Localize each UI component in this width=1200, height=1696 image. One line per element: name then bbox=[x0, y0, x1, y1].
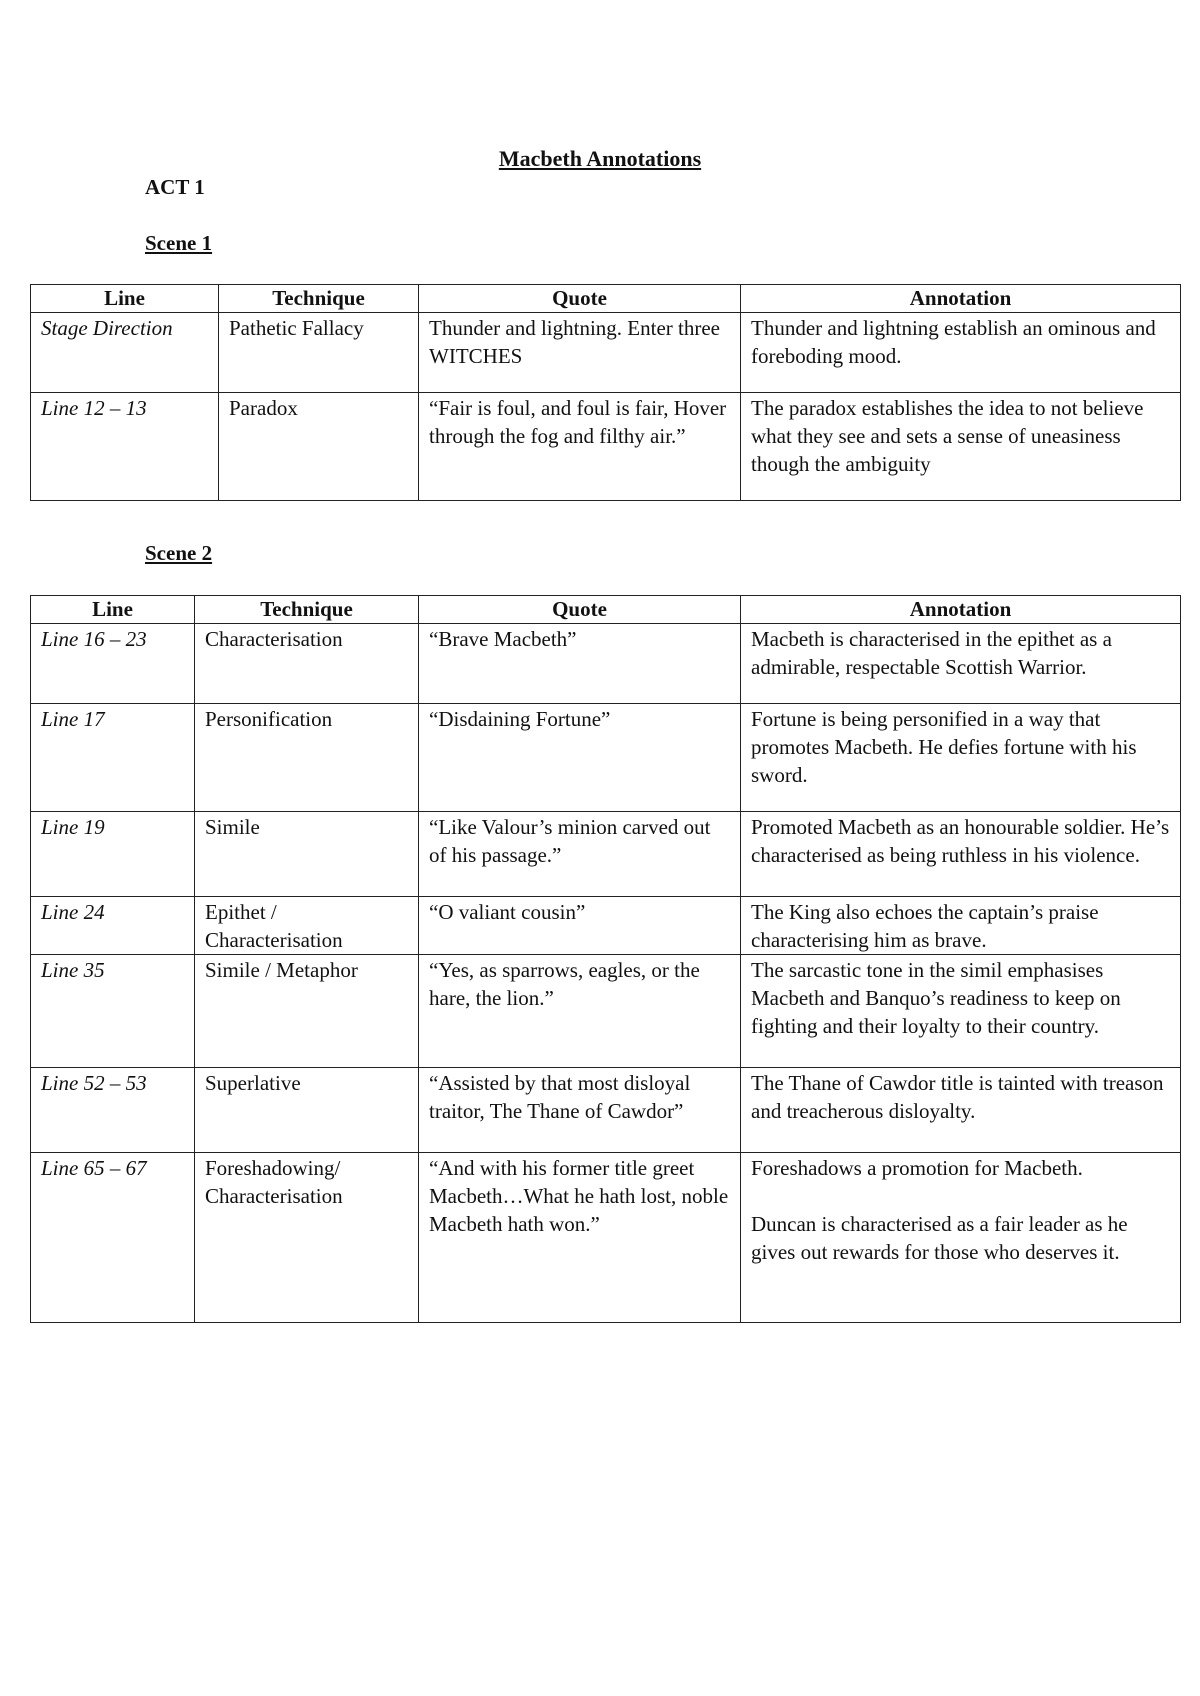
annotation-cell: The King also echoes the captain’s praise characterising him as brave. bbox=[741, 897, 1181, 955]
act-heading: ACT 1 bbox=[145, 175, 205, 199]
quote-cell: “Brave Macbeth” bbox=[419, 624, 741, 704]
table-row bbox=[31, 812, 1181, 897]
scene1-header-row bbox=[31, 285, 1181, 313]
quote-cell: “Like Valour’s minion carved out of his passage.” bbox=[419, 812, 741, 897]
technique-cell: Epithet / Characterisation bbox=[195, 897, 419, 955]
line-cell: Line 65 – 67 bbox=[31, 1153, 195, 1323]
technique-cell: Pathetic Fallacy bbox=[219, 313, 419, 393]
annotation-cell: The sarcastic tone in the simil emphasises Macbeth and Banquo’s readiness to keep on fighting and their loyalty to their country. bbox=[741, 955, 1181, 1068]
line-cell: Line 24 bbox=[31, 897, 195, 955]
annotation-paragraph: Duncan is characterised as a fair leader as he gives out rewards for those who deserves it. bbox=[751, 1212, 1128, 1264]
quote-cell: “O valiant cousin” bbox=[419, 897, 741, 955]
line-cell: Line 19 bbox=[31, 812, 195, 897]
technique-cell: Paradox bbox=[219, 393, 419, 501]
column-header-quote: Quote bbox=[419, 596, 741, 624]
annotation-cell: Thunder and lightning establish an ominous and foreboding mood. bbox=[741, 313, 1181, 393]
scene2-heading: Scene 2 bbox=[145, 541, 213, 565]
line-cell: Line 35 bbox=[31, 955, 195, 1068]
technique-cell: Personification bbox=[195, 704, 419, 812]
quote-cell: “Assisted by that most disloyal traitor, The Thane of Cawdor” bbox=[419, 1068, 741, 1153]
annotation-cell: The paradox establishes the idea to not believe what they see and sets a sense of uneasiness though the ambiguity bbox=[741, 393, 1181, 501]
quote-cell: Thunder and lightning. Enter three WITCHES bbox=[419, 313, 741, 393]
table-row bbox=[31, 955, 1181, 1068]
column-header-line: Line bbox=[31, 285, 219, 313]
technique-cell: Superlative bbox=[195, 1068, 419, 1153]
column-header-quote: Quote bbox=[419, 285, 741, 313]
quote-cell: “And with his former title greet Macbeth…What he hath lost, noble Macbeth hath won.” bbox=[419, 1153, 741, 1323]
line-cell: Line 12 – 13 bbox=[31, 393, 219, 501]
table-row bbox=[31, 313, 1181, 393]
column-header-technique: Technique bbox=[195, 596, 419, 624]
line-cell: Line 52 – 53 bbox=[31, 1068, 195, 1153]
table-row bbox=[31, 1153, 1181, 1323]
column-header-annotation: Annotation bbox=[741, 596, 1181, 624]
column-header-technique: Technique bbox=[219, 285, 419, 313]
technique-cell: Foreshadowing/ Characterisation bbox=[195, 1153, 419, 1323]
quote-cell: “Fair is foul, and foul is fair, Hover through the fog and filthy air.” bbox=[419, 393, 741, 501]
technique-cell: Simile / Metaphor bbox=[195, 955, 419, 1068]
annotation-cell: Macbeth is characterised in the epithet as a admirable, respectable Scottish Warrior. bbox=[741, 624, 1181, 704]
table-row bbox=[31, 897, 1181, 955]
quote-cell: “Disdaining Fortune” bbox=[419, 704, 741, 812]
technique-cell: Characterisation bbox=[195, 624, 419, 704]
scene1-heading: Scene 1 bbox=[145, 231, 213, 255]
annotation-paragraph: Foreshadows a promotion for Macbeth. bbox=[751, 1156, 1083, 1180]
quote-cell: “Yes, as sparrows, eagles, or the hare, the lion.” bbox=[419, 955, 741, 1068]
line-cell: Stage Direction bbox=[31, 313, 219, 393]
scene2-table bbox=[30, 595, 1181, 1323]
column-header-annotation: Annotation bbox=[741, 285, 1181, 313]
table-row bbox=[31, 624, 1181, 704]
annotation-cell: The Thane of Cawdor title is tainted with treason and treacherous disloyalty. bbox=[741, 1068, 1181, 1153]
table-row bbox=[31, 704, 1181, 812]
technique-cell: Simile bbox=[195, 812, 419, 897]
scene1-table bbox=[30, 284, 1181, 501]
line-cell: Line 16 – 23 bbox=[31, 624, 195, 704]
scene2-header-row bbox=[31, 596, 1181, 624]
annotation-cell: Promoted Macbeth as an honourable soldier. He’s characterised as being ruthless in his violence. bbox=[741, 812, 1181, 897]
table-row bbox=[31, 1068, 1181, 1153]
annotation-cell: Fortune is being personified in a way that promotes Macbeth. He defies fortune with his sword. bbox=[741, 704, 1181, 812]
annotation-cell bbox=[741, 1153, 1181, 1323]
table-row bbox=[31, 393, 1181, 501]
document-title: Macbeth Annotations bbox=[498, 146, 702, 171]
line-cell: Line 17 bbox=[31, 704, 195, 812]
column-header-line: Line bbox=[31, 596, 195, 624]
